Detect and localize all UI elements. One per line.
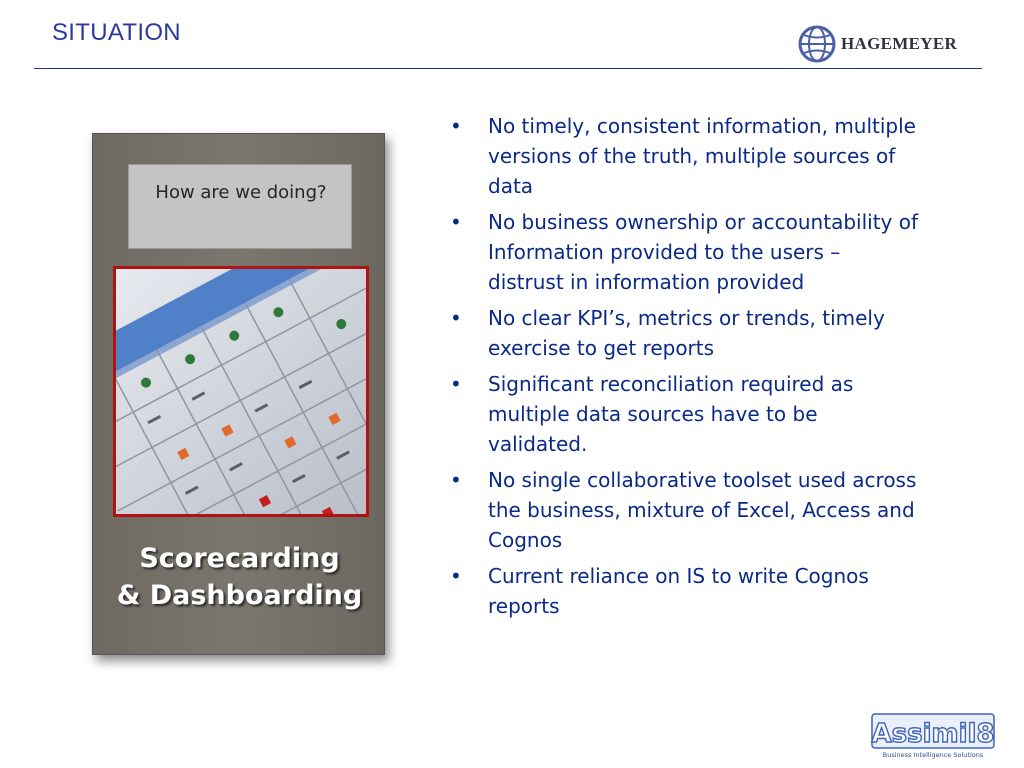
hagemeyer-wordmark: HAGEMEYER xyxy=(841,34,958,53)
title-divider xyxy=(34,68,982,69)
dashboard-screenshot xyxy=(113,266,369,517)
caption-line-2: & Dashboarding xyxy=(116,580,363,611)
bullet-text: Current reliance on IS to write Cognos reports xyxy=(488,564,869,618)
bullet-dot: • xyxy=(450,210,462,234)
bullet-text: No business ownership or accountability of Information provided to the users – distrust in information provided xyxy=(488,210,919,294)
slide-title: SITUATION xyxy=(52,19,181,46)
bullet-text: No timely, consistent information, multiple versions of the truth, multiple sources of data xyxy=(488,114,916,198)
globe-icon xyxy=(795,22,839,66)
dashboard-illustration xyxy=(116,269,366,514)
caption-line-1: Scorecarding xyxy=(139,543,340,574)
bullet-text: No single collaborative toolset used across the business, mixture of Excel, Access and Cognos xyxy=(488,468,917,552)
card-caption xyxy=(93,540,386,614)
assimil8-wordmark: Assimil8 xyxy=(871,719,995,749)
question-panel xyxy=(128,164,352,249)
bullet-text: No clear KPI’s, metrics or trends, timely exercise to get reports xyxy=(488,306,885,360)
bullet-item xyxy=(450,369,920,459)
situation-bullet-list xyxy=(450,111,920,627)
hagemeyer-logo xyxy=(795,22,995,66)
bullet-dot: • xyxy=(450,372,462,396)
bullet-item xyxy=(450,465,920,555)
bullet-text: Significant reconciliation required as multiple data sources have to be validated. xyxy=(488,372,854,456)
scorecard-image xyxy=(92,133,385,655)
bullet-item xyxy=(450,303,920,363)
bullet-dot: • xyxy=(450,468,462,492)
bullet-dot: • xyxy=(450,564,462,588)
assimil8-logo xyxy=(870,712,996,760)
bullet-dot: • xyxy=(450,114,462,138)
bullet-item xyxy=(450,561,920,621)
question-text: How are we doing? xyxy=(155,182,327,203)
bullet-dot: • xyxy=(450,306,462,330)
assimil8-tagline: Business Intelligence Solutions xyxy=(882,751,984,759)
bullet-item xyxy=(450,207,920,297)
bullet-item xyxy=(450,111,920,201)
